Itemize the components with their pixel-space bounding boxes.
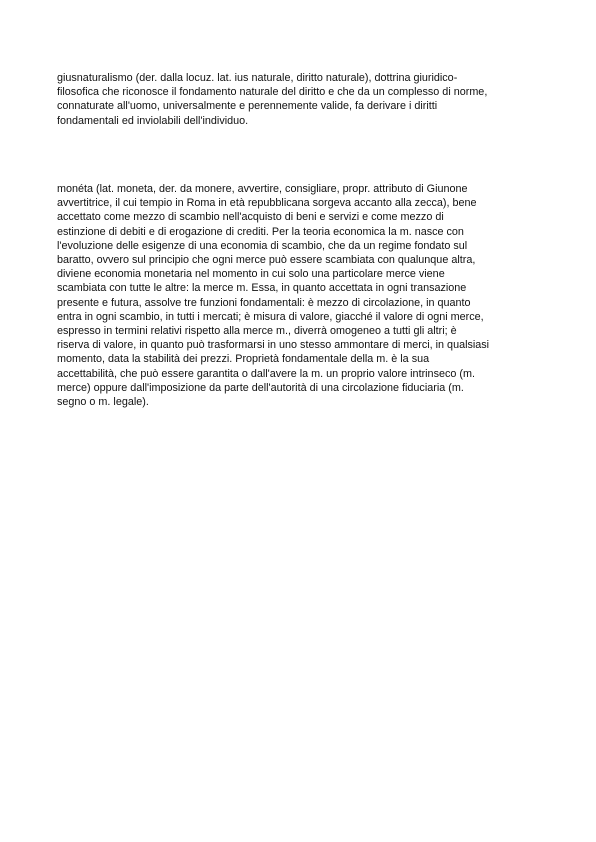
entry-giusnaturalismo: giusnaturalismo (der. dalla locuz. lat. ius naturale, diritto naturale), dottrina giuridico- filosofica che riconosce il fondamento naturale del diritto e che da un complesso di norme, connaturate all'uomo, universalmente e perennemente valide, fa derivare i diritti fondamentali ed inviolabili dell'individuo. xyxy=(57,72,488,127)
entry-moneta: monéta (lat. moneta, der. da monere, avvertire, consigliare, propr. attributo di Giunone avvertitrice, il cui tempio in Roma in età repubblicana sorgeva accanto alla zecca), bene accettato come mezzo di scambio nell'acquisto di beni e servizi e come mezzo di estinzione di debiti e di erogazione di crediti. Per la teoria economica la m. nasce con l'evoluzione delle esigenze di una economia di scambio, che da un regime fondato sul baratto, ovvero sul principio che ogni merce può essere scambiata con qualunque altra, diviene economia monetaria nel momento in cui solo una particolare merce viene scambiata con tutte le altre: la merce m. Essa, in quanto accettata in ogni transazione presente e futura, assolve tre funzioni fondamentali: è mezzo di circolazione, in quanto entra in ogni scambio, in tutti i mercati; è misura di valore, giacché il valore di ogni merce, espresso in termini relativi rispetto alla merce m., diverrà omogeneo a tutti gli altri; è riserva di valore, in quanto può trasformarsi in uno stesso ammontare di merci, in qualsiasi momento, data la stabilità dei prezzi. Proprietà fondamentale della m. è la sua accettabilità, che può essere garantita o dall'avere la m. un proprio valore intrinseco (m. merce) oppure dall'imposizione da parte dell'autorità di una circolazione fiduciaria (m. segno o m. legale). xyxy=(57,183,490,409)
